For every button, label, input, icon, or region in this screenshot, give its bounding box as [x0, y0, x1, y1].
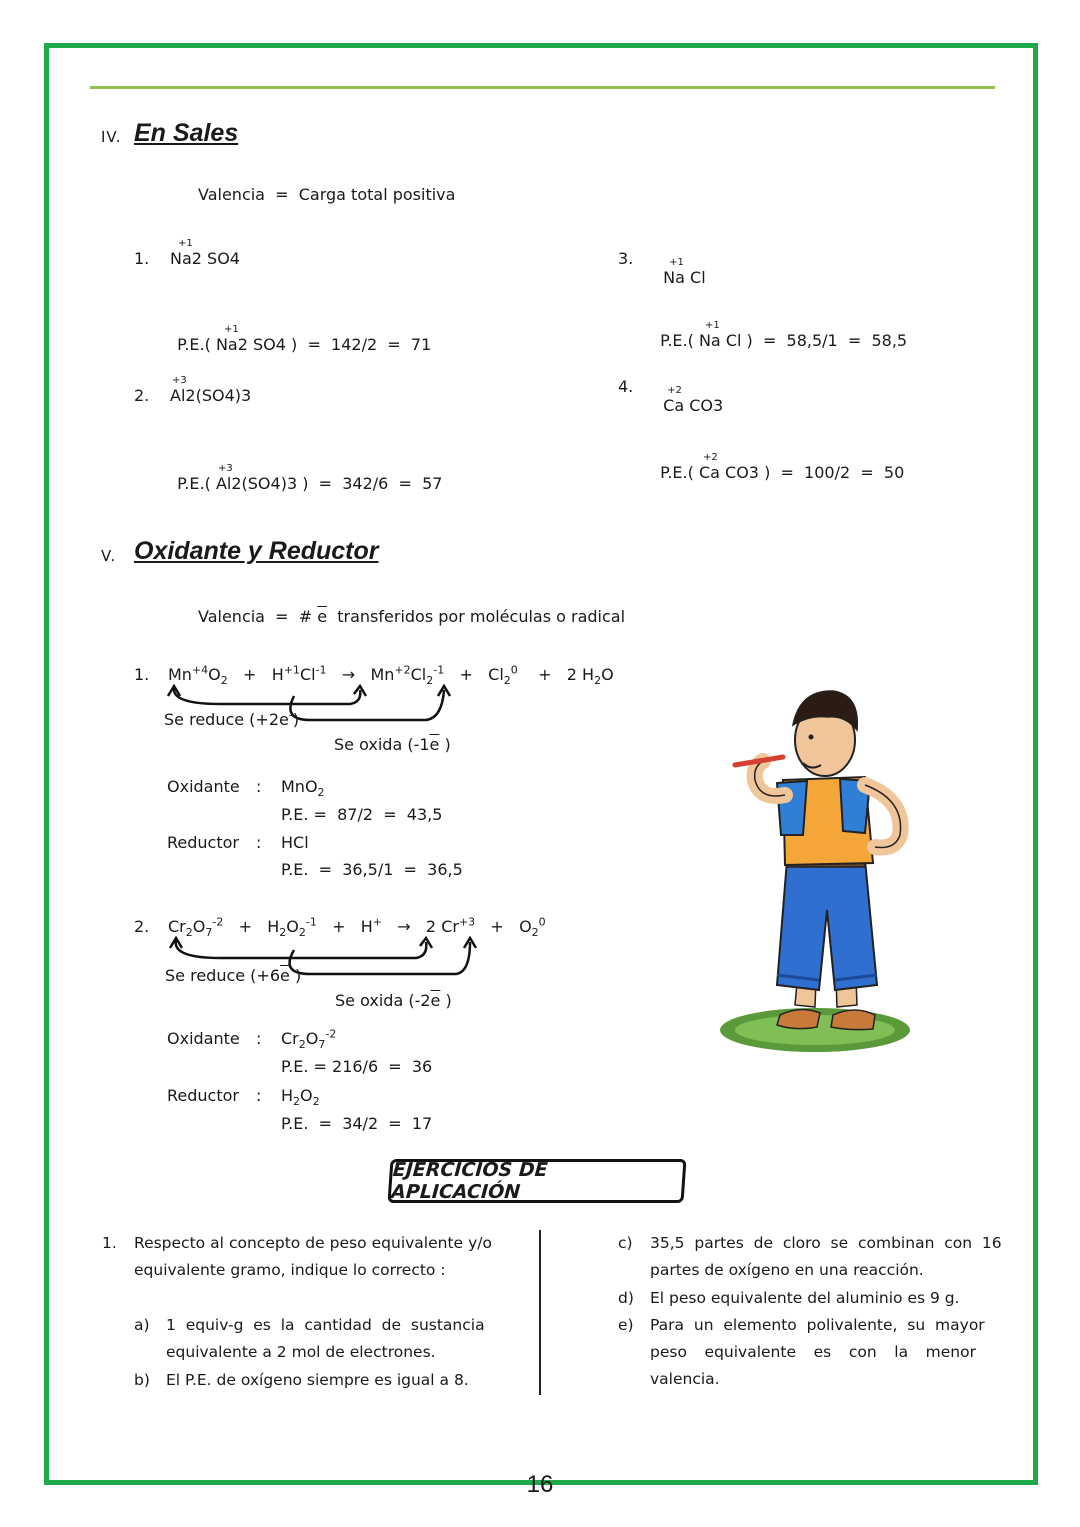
reaction-equation: $Mn^{+4}O_2 + H^{+1}Cl^{-1} \to Mn^{+2}Cl_2^{-1} + Cl_2^0$ + 2 $H_2O$	[168, 663, 614, 688]
colon: :	[256, 1029, 262, 1048]
formula: +1 Na Cl	[663, 257, 706, 287]
reductor-pe: P.E. = 34/2 = 17	[281, 1114, 433, 1133]
option-b: El P.E. de oxígeno siempre es igual a 8.	[166, 1371, 469, 1389]
option-a: 1 equiv-g es la cantidad de sustancia equivalente a 2 mol de electrones.	[166, 1316, 485, 1361]
colon: :	[256, 833, 262, 852]
reductor-label: Reductor	[167, 833, 239, 852]
oxidante-pe: P.E. = 87/2 = 43,5	[281, 805, 443, 824]
oxidante-label: Oxidante	[167, 1029, 240, 1048]
item-number: 1.	[134, 249, 150, 268]
section-v-numeral: V.	[101, 547, 117, 565]
option-d: El peso equivalente del aluminio es 9 g.	[650, 1289, 960, 1307]
section-iv-title: En Sales	[134, 119, 239, 147]
pe-calculation: P.E.( +3 Al2(SO4)3 ) = 342/6 = 57	[177, 463, 443, 493]
oxidante-pe: P.E. = 216/6 = 36	[281, 1057, 433, 1076]
reductor-formula: $H_2O_2$	[281, 1086, 320, 1109]
oxida-label: Se oxida ($-1\overline{e}$ )	[334, 735, 451, 754]
header-divider	[90, 86, 995, 89]
oxida-label: Se oxida ($-2\overline{e}$ )	[335, 991, 452, 1010]
reductor-pe: P.E. = 36,5/1 = 36,5	[281, 860, 463, 879]
exercises-heading: EJERCICIOS DE APLICACIÓN	[387, 1159, 686, 1203]
oxidante-formula: MnO$_2$	[281, 777, 325, 800]
page-number: 16	[526, 1471, 554, 1498]
item-number: 4.	[618, 377, 634, 396]
boy-illustration	[715, 685, 915, 1060]
section-iv-numeral: IV.	[101, 128, 122, 146]
pe-calculation: P.E.( +1 Na2 SO4 ) = 142/2 = 71	[177, 324, 432, 354]
pe-calculation: P.E.( +1 Na Cl ) = 58,5/1 = 58,5	[660, 320, 908, 350]
option-letter: e)	[618, 1316, 634, 1334]
column-divider	[539, 1230, 541, 1395]
formula: +1 Na2 SO4	[170, 238, 240, 268]
oxidante-label: Oxidante	[167, 777, 240, 796]
reduce-label: Se reduce (+2e-)	[164, 708, 300, 729]
pe-calculation: P.E.( +2 Ca CO3 ) = 100/2 = 50	[660, 452, 905, 482]
item-number: 3.	[618, 249, 634, 268]
reductor-formula: HCl	[281, 833, 309, 852]
reaction-equation: $Cr_2O_7^{-2} + H_2O_2^{-1} + H^+ \to 2$ $Cr^{+3} + O_2^0$	[168, 915, 546, 940]
option-c: 35,5 partes de cloro se combinan con 16 partes de oxígeno en una reacción.	[650, 1234, 1002, 1279]
reaction-number: 1.	[134, 665, 150, 684]
reductor-label: Reductor	[167, 1086, 239, 1105]
option-letter: d)	[618, 1289, 634, 1307]
section-v-title: Oxidante y Reductor	[134, 537, 379, 565]
colon: :	[256, 1086, 262, 1105]
formula: +2 Ca CO3	[663, 385, 724, 415]
option-e: Para un elemento polivalente, su mayor peso equivalente es con la menor valencia.	[650, 1316, 985, 1388]
formula: +3 Al2(SO4)3	[170, 375, 252, 405]
colon: :	[256, 777, 262, 796]
oxidante-formula: $Cr_2O_7^{-2}$	[281, 1027, 337, 1052]
question-number: 1.	[102, 1234, 117, 1252]
oxidation-state: +1	[178, 238, 193, 249]
option-letter: c)	[618, 1234, 633, 1252]
reaction-number: 2.	[134, 917, 150, 936]
option-letter: b)	[134, 1371, 150, 1389]
section-v-rule: Valencia = # $\overline{e}$ transferidos por moléculas o radical	[198, 607, 626, 626]
reduce-label: Se reduce ($+6\overline{e}$ )	[165, 966, 302, 985]
question-text: Respecto al concepto de peso equivalente y/o equivalente gramo, indique lo correcto :	[134, 1234, 492, 1279]
section-iv-rule: Valencia = Carga total positiva	[198, 185, 456, 204]
item-number: 2.	[134, 386, 150, 405]
option-letter: a)	[134, 1316, 150, 1334]
